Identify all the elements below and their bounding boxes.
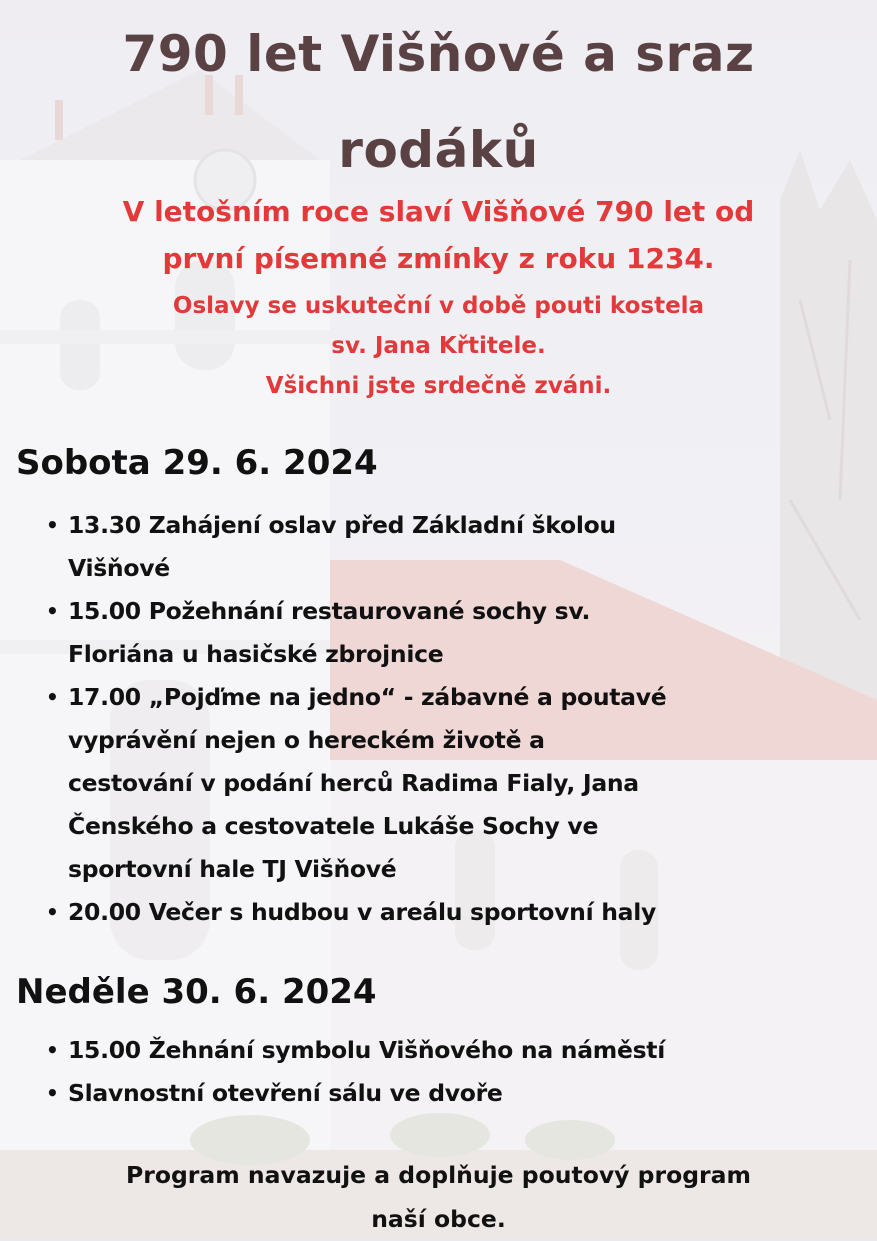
- item-line: 13.30 Zahájení oslav před Základní školou: [68, 511, 616, 539]
- list-item: [46, 676, 866, 891]
- bullet-icon: •: [46, 1081, 59, 1105]
- bullet-icon: •: [46, 685, 59, 709]
- item-line: Višňové: [68, 554, 170, 582]
- intro-line: Všichni jste srdečně zváni.: [265, 373, 612, 399]
- item-line: cestování v podání herců Radima Fialy, Jana: [68, 769, 639, 797]
- bullet-icon: •: [46, 1038, 59, 1062]
- bullet-icon: •: [46, 513, 59, 537]
- intro-line: Oslavy se uskuteční v době pouti kostela: [172, 293, 705, 319]
- page-title: [0, 6, 877, 198]
- footer-line: naší obce.: [371, 1205, 506, 1233]
- day-heading-saturday: Sobota 29. 6. 2024: [16, 443, 378, 483]
- day-heading-sunday: Neděle 30. 6. 2024: [16, 972, 377, 1012]
- footer-line: Program navazuje a doplňuje poutový program: [126, 1161, 751, 1189]
- title-line: 790 let Višňové a sraz: [122, 25, 755, 83]
- intro-line: V letošním roce slaví Višňové 790 let od: [122, 195, 755, 228]
- item-line: Floriána u hasičské zbrojnice: [68, 640, 444, 668]
- intro-lead: [0, 188, 877, 282]
- item-line: Slavnostní otevření sálu ve dvoře: [68, 1079, 503, 1107]
- item-line: 15.00 Žehnání symbolu Višňového na náměstí: [68, 1036, 665, 1064]
- list-item: [46, 590, 866, 676]
- bullet-icon: •: [46, 599, 59, 623]
- item-line: vyprávění nejen o hereckém životě a: [68, 726, 545, 754]
- item-line: 20.00 Večer s hudbou v areálu sportovní haly: [68, 898, 657, 926]
- item-line: Čenského a cestovatele Lukáše Sochy ve: [68, 812, 599, 840]
- item-line: 15.00 Požehnání restaurované sochy sv.: [68, 597, 591, 625]
- item-line: 17.00 „Pojďme na jedno“ - zábavné a poutavé: [68, 683, 667, 711]
- intro-line: první písemné zmínky z roku 1234.: [162, 242, 715, 275]
- title-line: rodáků: [338, 121, 539, 179]
- list-item: [46, 1072, 866, 1115]
- intro-line: sv. Jana Křtitele.: [331, 333, 546, 359]
- saturday-program-list: [46, 504, 866, 934]
- item-line: sportovní hale TJ Višňové: [68, 855, 397, 883]
- list-item: [46, 1029, 866, 1072]
- bullet-icon: •: [46, 900, 59, 924]
- list-item: [46, 504, 866, 590]
- footer-note: [0, 1153, 877, 1241]
- sunday-program-list: [46, 1029, 866, 1115]
- list-item: [46, 891, 866, 934]
- intro-invitation: [0, 286, 877, 406]
